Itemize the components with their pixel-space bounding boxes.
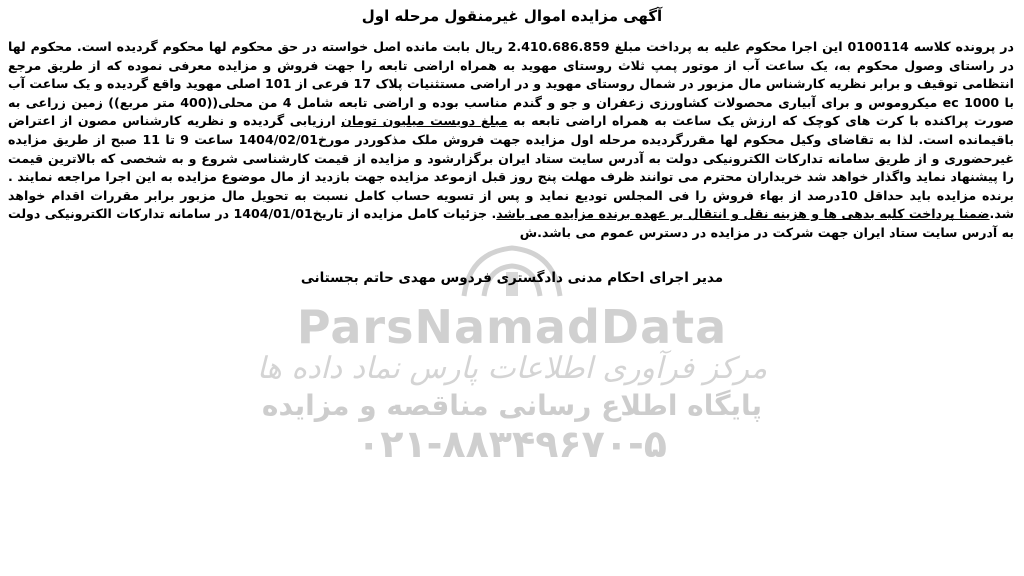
notice-paragraph-2: ارزیابی گردیده و نظریه کارشناس مصون از اعتراض باقیمانده است. لذا به تقاضای وکیل محکوم لها مقررگردیده مرحله اول مزایده جهت فروش ملک مذکوردر مورخ1404/02/01 ساعت 9 تا 11 صبح از طریق مزایده غیرحضوری و از طریق سامانه تدارکات الکترونیکی دولت به آدرس سایت ستاد ایران برگزارشود و مزایده از قیمت کارشناسی شروع و به شخصی که بالاترین قیمت را پیشنهاد نماید واگذار خواهد شد خریداران محترم می توانند ظرف مهلت پنج روز قبل ازموعد مزایده جهت بازدید از مال موضوع مزایده به این اجرا مراجعه نمایند . برنده مزایده باید حداقل 10درصد از بهاء فروش را فی المجلس تودیع نماید و پس از تسویه حساب کامل نسبت به تحویل مال مزبور برابر مقررات اقدام خواهد شد. [8,113,1015,222]
notice-title: آگهی مزایده اموال غیرمنقول مرحله اول [361,7,663,25]
notice-paragraph-1: در پرونده کلاسه 0100114 این اجرا محکوم علیه به پرداخت مبلغ 2.410.686.859 ریال بابت مانده اصل خواسته در حق محکوم لها محکوم گردیده است. محکوم لها در راستای وصول محکوم به، یک ساعت آب از موتور پمپ ثلاث روستای مهوید به همراه اراضی تابعه را جهت فروش و مزایده معرفی نموده که از طریق مرجع انتظامی توقیف و برابر نظریه کارشناس مال مزبور در شمال روستای مهوید و در اراضی مستثنیات پلاک 17 فرعی از 101 اصلی مهوید واقع گردیده و یک ساعت آب با ec 1000 میکروموس و برای آبیاری محصولات کشاورزی زعفران و جو و گندم مناسب بوده و اراضی تابعه شامل 4 من محلی((400 متر مربع)) زمین زراعی به صورت پراکنده با کرت های کوچک که ارزش یک ساعت به همراه اراضی تابعه به [8,39,1014,129]
notice-signature: مدیر اجرای احکام مدنی دادگستری فردوس مهدی حاتم بجستانی [300,270,724,286]
notice-body [8,38,1014,243]
notice-underline-value: مبلغ دویست میلیون تومان [341,113,508,129]
watermark-line-2: پایگاه اطلاع رسانی مناقصه و مزایده [261,389,763,422]
notice-paragraph-3: . جزئیات کامل مزایده از تاریخ1404/01/01 در سامانه تدارکات الکترونیکی دولت به آدرس سایت ستاد ایران جهت شرکت در مزایده در دسترس عموم می باشد.ش [8,206,1014,240]
notice-underline-terms: ضمنا پرداخت کلیه بدهی ها و هزینه نقل و انتقال بر عهده برنده مزایده می باشد [496,206,990,222]
watermark-brand: ParsNamadData [296,300,728,354]
watermark-phone: ۰۲۱-۸۸۳۴۹۶۷۰-۵ [357,422,667,466]
watermark-line-1: مرکز فرآوری اطلاعات پارس نماد داده ها [256,351,768,386]
